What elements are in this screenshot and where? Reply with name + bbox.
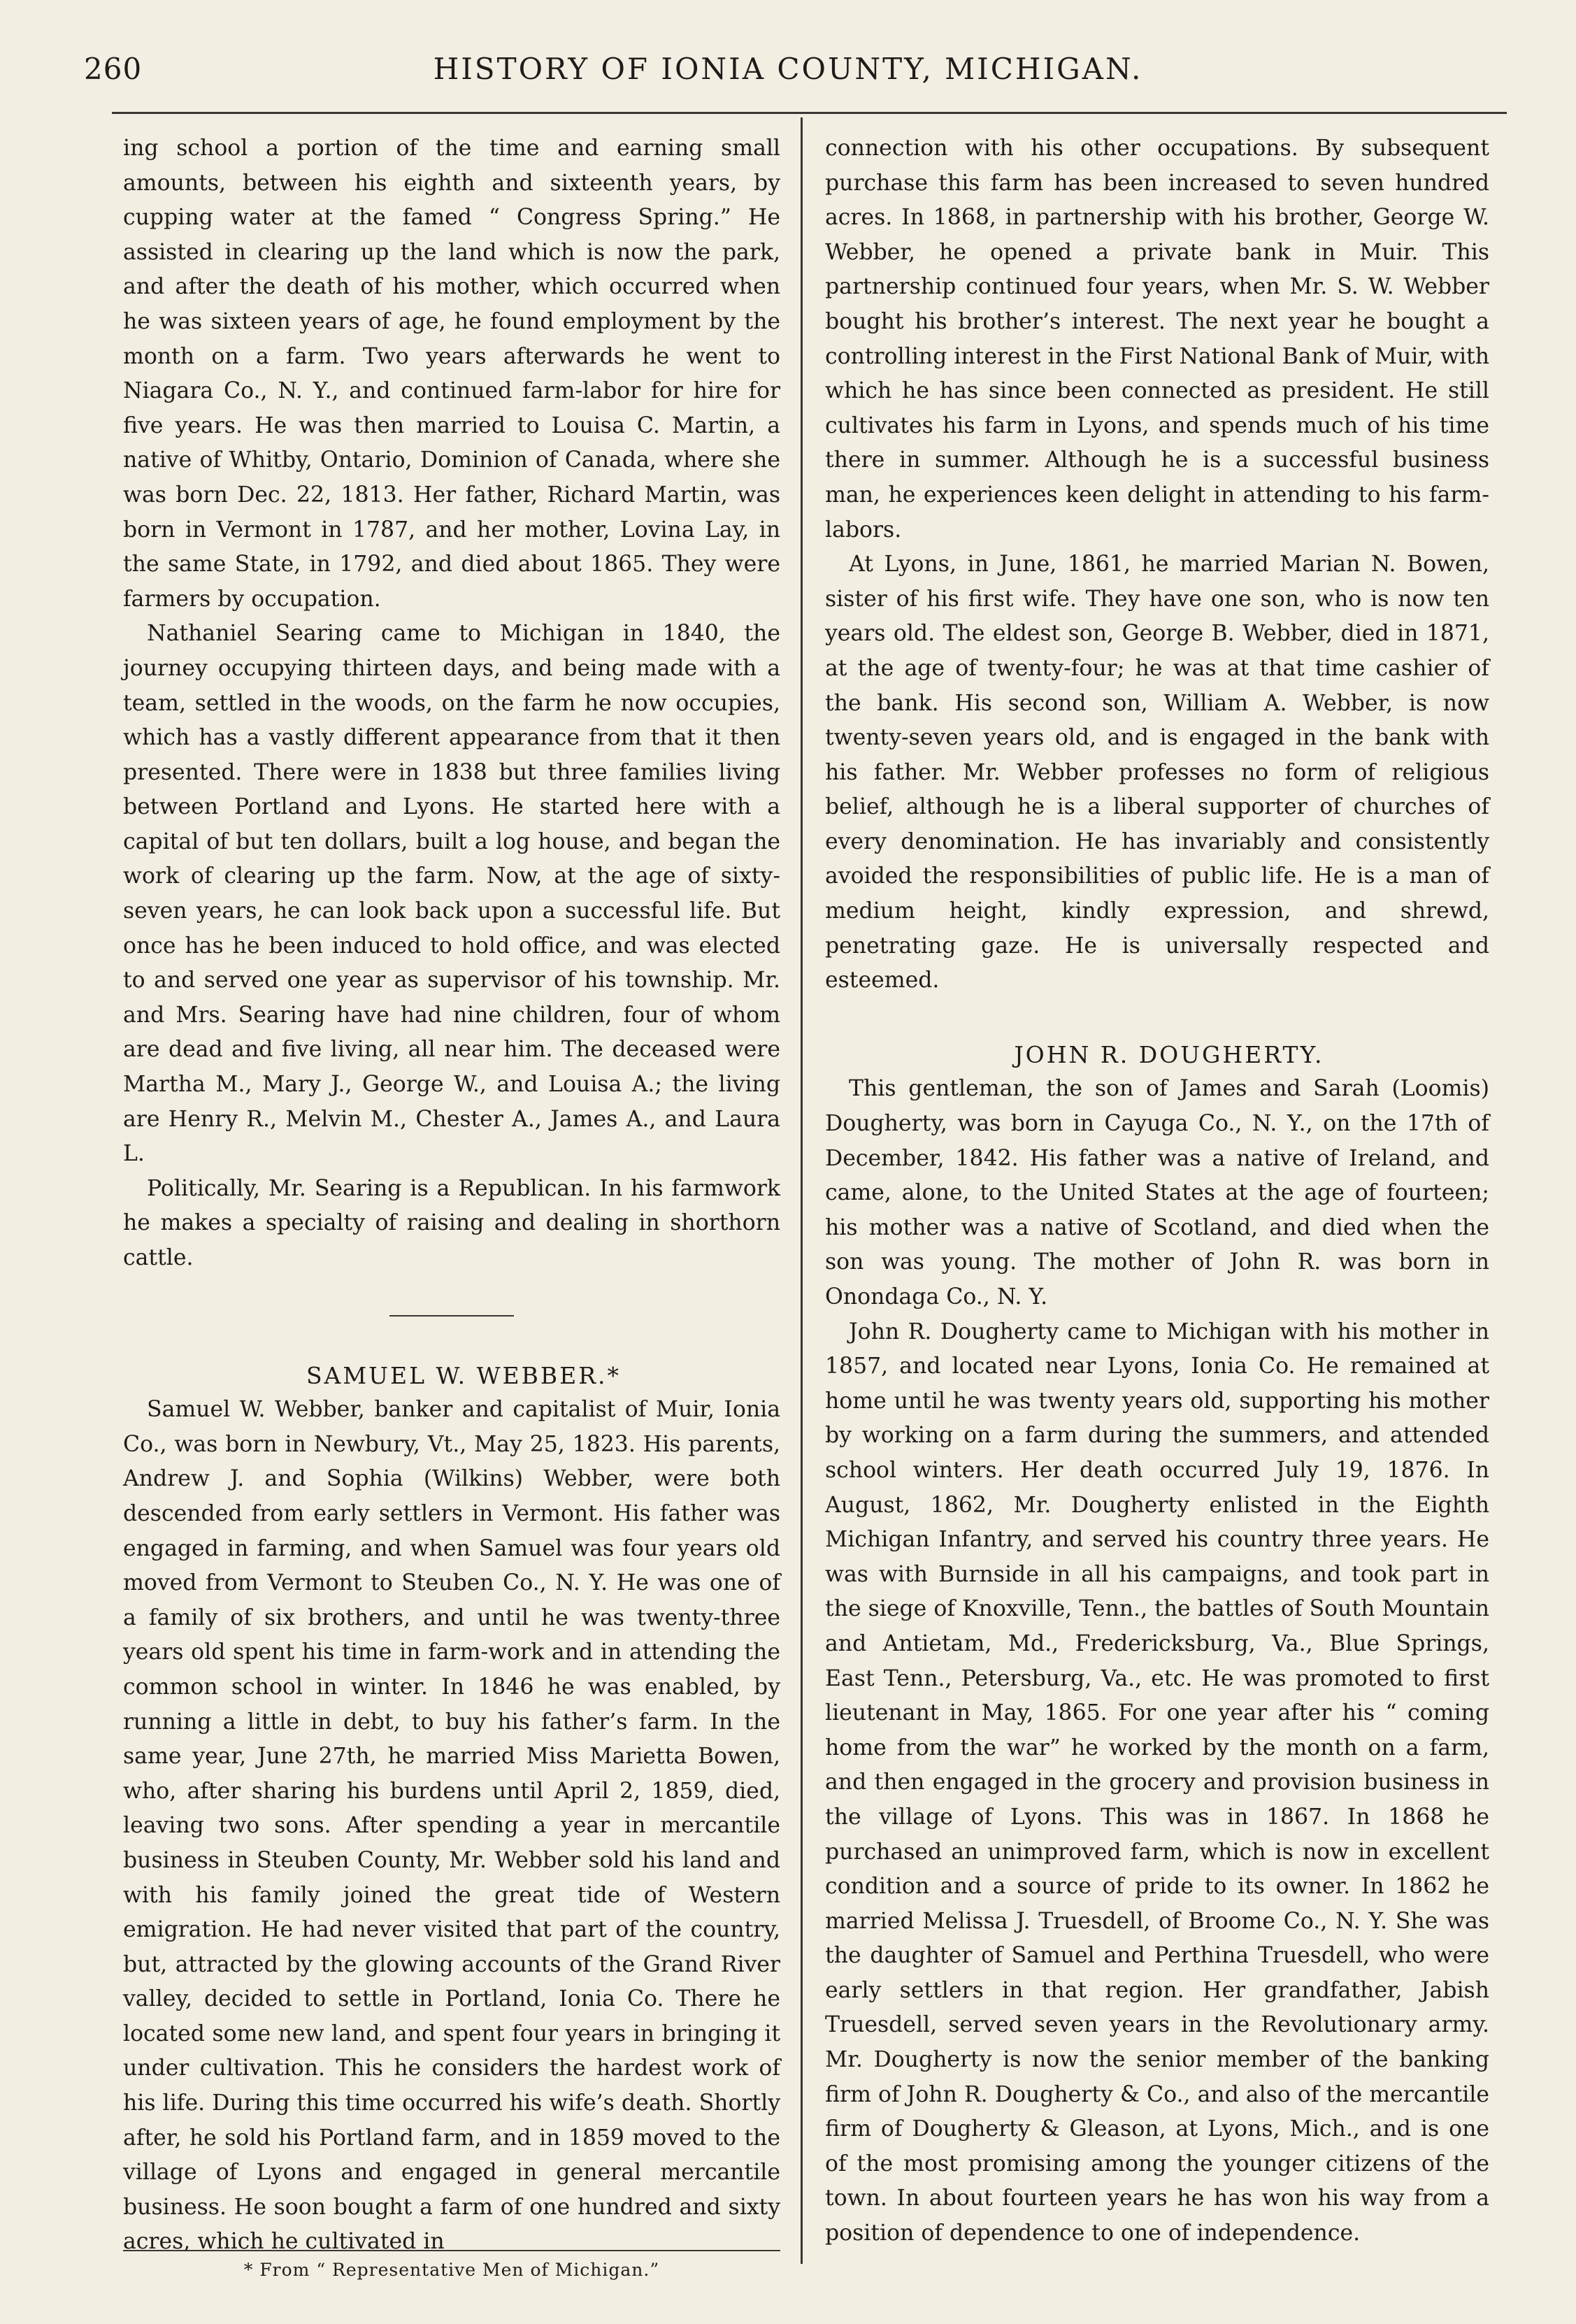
section-separator [389,1315,514,1317]
footnote-rule [123,2250,780,2251]
footnote: * From “ Representative Men of Michigan.” [243,2260,660,2280]
dougherty-paragraph-career: John R. Dougherty came to Michigan with his mother in 1857, and located near Lyons, Ionia Co. He remained at home until he was twenty years old, supporting his mother by working on a farm during the summers, and attended school winters. Her death occurred July 19, 1876. In August, 1862, Mr. Dougherty enlisted in the Eighth Michigan Infantry, and served his country three years. He was with Burnside in all his campaigns, and took part in the siege of Knoxville, Tenn., the battles of South Mountain and Antietam, Md., Fredericksburg, Va., Blue Springs, East Tenn., Petersburg, Va., etc. He was promoted to first lieutenant in May, 1865. For one year after his “ coming home from the war” he worked by the month on a farm, and then engaged in the grocery and provision business in the village of Lyons. This was in 1867. In 1868 he purchased an unimproved farm, which is now in excellent condition and a source of pride to its owner. In 1862 he married Melissa J. Truesdell, of Broome Co., N. Y. She was the daughter of Samuel and Perthina Truesdell, who were early settlers in that region. Her grandfather, Jabish Truesdell, served seven years in the Revolutionary army. Mr. Dougherty is now the senior member of the banking firm of John R. Dougherty & Co., and also of the mercantile firm of Dougherty & Gleason, at Lyons, Mich., and is one of the most promising among the younger citizens of the town. In about fourteen years he has won his way from a position of dependence to one of independence. [825,1319,1489,2246]
column-divider [801,117,803,2264]
running-title: HISTORY OF IONIA COUNTY, MICHIGAN. [433,52,1143,86]
searing-paragraph-michigan: Nathaniel Searing came to Michigan in 1840, the journey occupying thirteen days, and being made with a team, settled in the woods, on the farm he now occupies, which has a vastly different appearance from that it then presented. There were in 1838 but three families living between Portland and Lyons. He started here with a capital of but ten dollars, built a log house, and began the work of clearing up the farm. Now, at the age of sixty-seven years, he can look back upon a successful life. But once has he been induced to hold office, and was elected to and served one year as supervisor of his township. Mr. and Mrs. Searing have had nine children, four of whom are dead and five living, all near him. The deceased were Martha M., Mary J., George W., and Louisa A.; the living are Henry R., Melvin M., Chester A., James A., and Laura L. [123,621,780,1167]
webber-paragraph-continued: connection with his other occupations. By subsequent purchase this farm has been increased to seven hundred acres. In 1868, in partnership with his brother, George W. Webber, he opened a private bank in Muir. This partnership continued four years, when Mr. S. W. Webber bought his brother’s interest. The next year he bought a controlling interest in the First National Bank of Muir, with which he has since been connected as president. He still cultivates his farm in Lyons, and spends much of his time there in summer. Although he is a successful business man, he experiences keen delight in attending to his farm-labors. [825,136,1489,543]
dougherty-paragraph-origin: This gentleman, the son of James and Sarah (Loomis) Dougherty, was born in Cayuga Co., N. Y., on the 17th of December, 1842. His father was a native of Ireland, and came, alone, to the United States at the age of fourteen; his mother was a native of Scotland, and died when the son was young. The mother of John R. was born in Onondaga Co., N. Y. [825,1076,1489,1310]
searing-paragraph-politics: Politically, Mr. Searing is a Republican. In his farmwork he makes a specialty of raising and dealing in shorthorn cattle. [123,1175,780,1270]
page-number: 260 [84,52,143,86]
searing-paragraph-continued: ing school a portion of the time and earning small amounts, between his eighth and sixteenth years, by cupping water at the famed “ Congress Spring.” He assisted in clearing up the land which is now the park, and after the death of his mother, which occurred when he was sixteen years of age, he found employment by the month on a farm. Two years afterwards he went to Niagara Co., N. Y., and continued farm-labor for hire for five years. He was then married to Louisa C. Martin, a native of Whitby, Ontario, Dominion of Canada, where she was born Dec. 22, 1813. Her father, Richard Martin, was born in Vermont in 1787, and her mother, Lovina Lay, in the same State, in 1792, and died about 1865. They were farmers by occupation. [123,136,780,612]
dougherty-heading: JOHN R. DOUGHERTY. [1014,1040,1324,1068]
left-column [123,131,780,2260]
header-rule [112,112,1507,114]
section-gap [825,998,1489,1038]
webber-heading: SAMUEL W. WEBBER.* [306,1361,622,1389]
right-column [825,131,1489,2251]
webber-paragraph-family: At Lyons, in June, 1861, he married Marian N. Bowen, sister of his first wife. They have one son, who is now ten years old. The eldest son, George B. Webber, died in 1871, at the age of twenty-four; he was at that time cashier of the bank. His second son, William A. Webber, is now twenty-seven years old, and is engaged in the bank with his father. Mr. Webber professes no form of religious belief, although he is a liberal supporter of churches of every denomination. He has invariably and consistently avoided the responsibilities of public life. He is a man of medium height, kindly expression, and shrewd, penetrating gaze. He is universally respected and esteemed. [825,552,1489,994]
webber-paragraph: Samuel W. Webber, banker and capitalist of Muir, Ionia Co., was born in Newbury, Vt., May 25, 1823. His parents, Andrew J. and Sophia (Wilkins) Webber, were both descended from early settlers in Vermont. His father was engaged in farming, and when Samuel was four years old moved from Vermont to Steuben Co., N. Y. He was one of a family of six brothers, and until he was twenty-three years old spent his time in farm-work and in attending the common school in winter. In 1846 he was enabled, by running a little in debt, to buy his father’s farm. In the same year, June 27th, he married Miss Marietta Bowen, who, after sharing his burdens until April 2, 1859, died, leaving two sons. After spending a year in mercantile business in Steuben County, Mr. Webber sold his land and with his family joined the great tide of Western emigration. He had never visited that part of the country, but, attracted by the glowing accounts of the Grand River valley, decided to settle in Portland, Ionia Co. There he located some new land, and spent four years in bringing it under cultivation. This he considers the hardest work of his life. During this time occurred his wife’s death. Shortly after, he sold his Portland farm, and in 1859 moved to the village of Lyons and engaged in general mercantile business. He soon bought a farm of one hundred and sixty acres, which he cultivated in [123,1397,780,2255]
